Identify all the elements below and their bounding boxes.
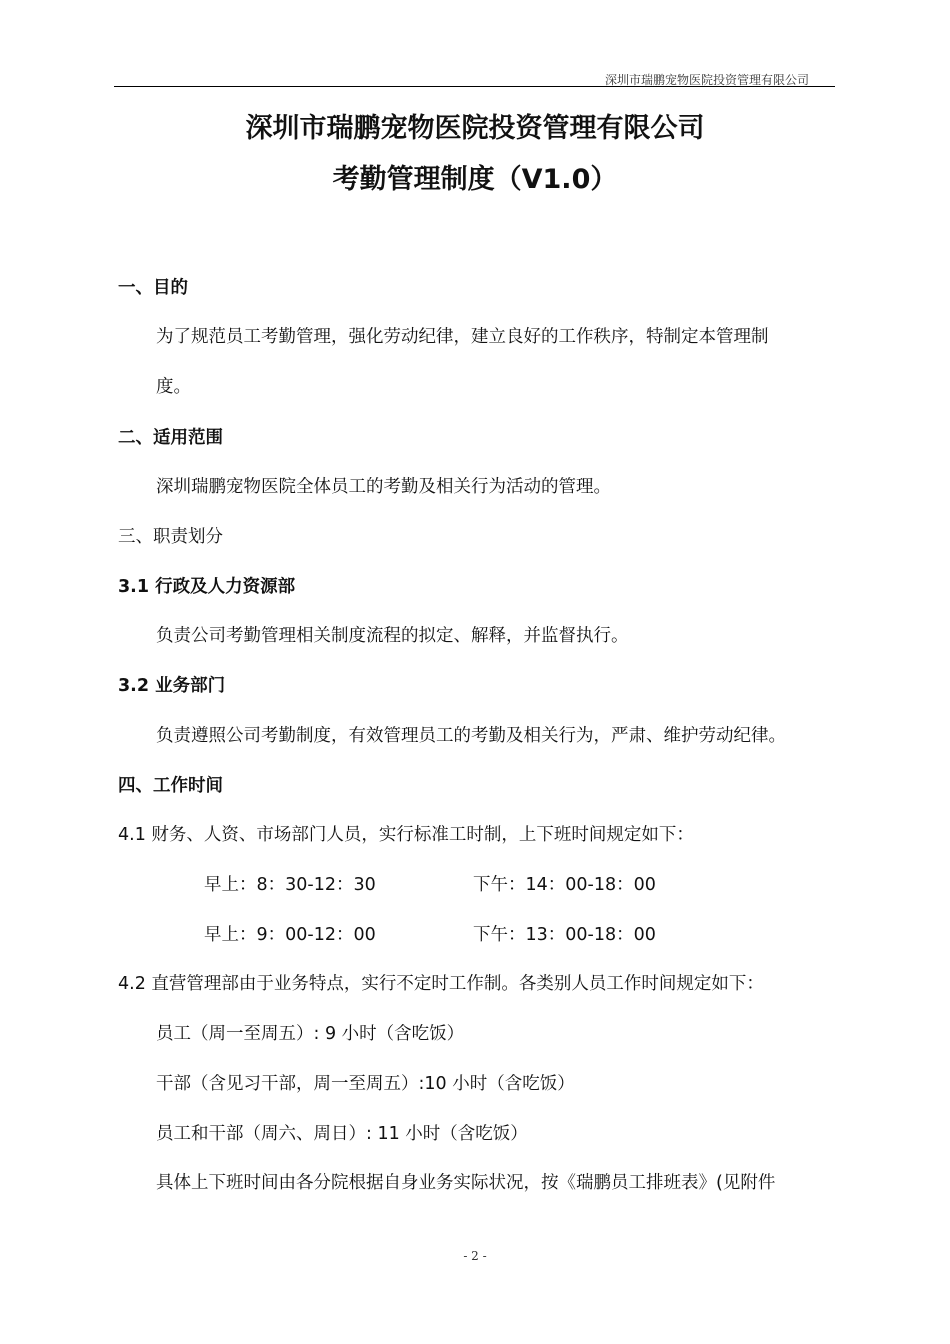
schedule-afternoon-2: 下午：13：00-18：00	[473, 925, 656, 945]
schedule-afternoon-1: 下午：14：00-18：00	[473, 875, 656, 895]
header-rule	[114, 86, 835, 87]
paragraph-business: 负责遵照公司考勤制度，有效管理员工的考勤及相关行为，严肃、维护劳动纪律。	[156, 726, 786, 746]
rule-weekend: 员工和干部（周六、周日）: 11 小时（含吃饭）	[156, 1124, 528, 1144]
section-heading-responsibilities: 三、职责划分	[118, 527, 223, 547]
clause-4-2: 4.2 直营管理部由于业务特点，实行不定时工作制。各类别人员工作时间规定如下：	[118, 974, 764, 994]
paragraph-hr: 负责公司考勤管理相关制度流程的拟定、解释，并监督执行。	[156, 626, 629, 646]
paragraph-closing: 具体上下班时间由各分院根据自身业务实际状况，按《瑞鹏员工排班表》(见附件	[156, 1173, 776, 1193]
document-title: 深圳市瑞鹏宠物医院投资管理有限公司	[245, 113, 705, 144]
page-number: - 2 -	[463, 1249, 487, 1263]
schedule-morning-1: 早上：8：30-12：30	[204, 875, 376, 895]
paragraph-scope: 深圳瑞鹏宠物医院全体员工的考勤及相关行为活动的管理。	[156, 477, 611, 497]
paragraph-purpose-line2: 度。	[156, 377, 191, 397]
running-header: 深圳市瑞鹏宠物医院投资管理有限公司	[604, 73, 809, 87]
subsection-heading-hr: 3.1 行政及人力资源部	[118, 577, 296, 597]
section-heading-purpose: 一、目的	[118, 278, 188, 298]
paragraph-purpose-line1: 为了规范员工考勤管理，强化劳动纪律，建立良好的工作秩序，特制定本管理制	[156, 327, 769, 347]
document-subtitle: 考勤管理制度（V1.0）	[332, 164, 618, 195]
section-heading-scope: 二、适用范围	[118, 428, 223, 448]
subsection-heading-business: 3.2 业务部门	[118, 676, 226, 696]
clause-4-1: 4.1 财务、人资、市场部门人员，实行标准工时制，上下班时间规定如下：	[118, 825, 694, 845]
rule-cadre-weekday: 干部（含见习干部，周一至周五）:10 小时（含吃饭）	[156, 1074, 575, 1094]
schedule-morning-2: 早上：9：00-12：00	[204, 925, 376, 945]
rule-staff-weekday: 员工（周一至周五）: 9 小时（含吃饭）	[156, 1024, 465, 1044]
section-heading-working-hours: 四、工作时间	[118, 776, 223, 796]
